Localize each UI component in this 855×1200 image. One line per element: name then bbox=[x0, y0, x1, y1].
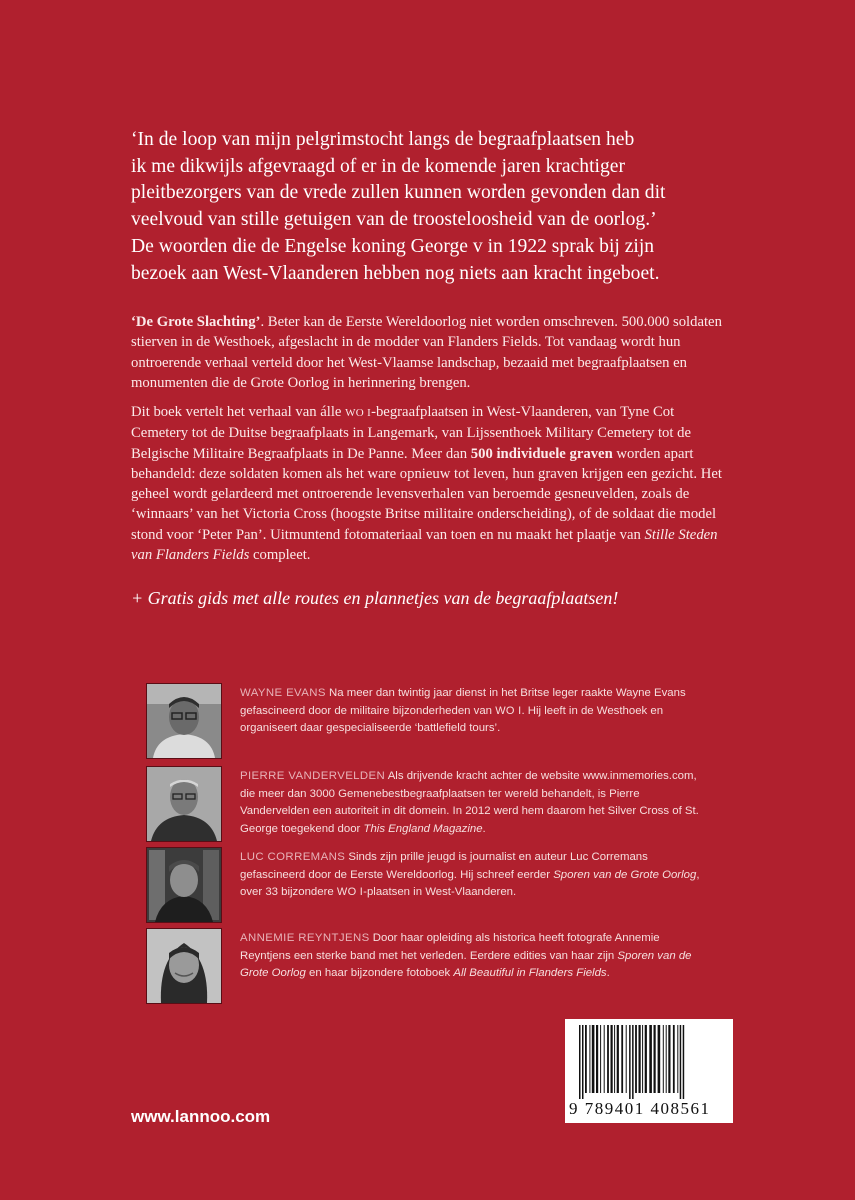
author-photo bbox=[146, 847, 222, 923]
author-name: LUC CORREMANS bbox=[240, 851, 346, 863]
quote-line: bezoek aan West-Vlaanderen hebben nog niets aan kracht ingeboet. bbox=[131, 262, 660, 284]
quote-line: ik me dikwijls afgevraagd of er in de komende jaren krachtiger bbox=[131, 155, 626, 177]
author-bio-segment: Sinds zijn prille jeugd is journalist en auteur Luc Corremans gefascineerd door de Eerste Wereldoorlog. Hij schreef eerder bbox=[240, 851, 648, 881]
description-paragraph bbox=[131, 402, 731, 565]
isbn-barcode bbox=[565, 1019, 733, 1123]
author-bio bbox=[240, 930, 710, 983]
author-bio-segment: Sporen van de Grote Oorlog bbox=[240, 949, 692, 979]
isbn-digits: 9 789401 408561 bbox=[569, 1099, 711, 1118]
quote-line: ‘In de loop van mijn pelgrimstocht langs de begraafplaatsen heb bbox=[131, 129, 635, 150]
author-bio-segment: . bbox=[482, 822, 486, 835]
author-bio-segment: Als drijvende kracht achter de website www.inmemories.com, die meer dan 3000 Gemenebestbegraafplaatsen ter wereld behandelt, is Pierre Vandervelden een autoriteit in dit domein. In 2012 werd hem daarom het Silver Cross of St. George toegekend door bbox=[240, 770, 699, 835]
publisher-website[interactable]: www.lannoo.com bbox=[131, 1107, 271, 1126]
description-italic-title: Stille Steden van Flanders Fields bbox=[131, 526, 718, 564]
quote-line: pleitbezorgers van de vrede zullen kunnen worden gevonden dan dit bbox=[131, 182, 666, 204]
description-bold: 500 individuele graven bbox=[470, 445, 613, 462]
free-guide-note: + Gratis gids met alle routes en plannetjes van de begraafplaatsen! bbox=[131, 588, 619, 608]
author-photo bbox=[146, 683, 222, 759]
author-bio-segment: This England Magazine bbox=[363, 822, 483, 835]
author-photo bbox=[146, 928, 222, 1004]
description-part2: -begraafplaatsen in West-Vlaanderen, van Tyne Cot Cemetery tot de Duitse begraafplaats in Langemark, van Lijssenthoek Military Cemetery tot de Belgische Militaire Begraafplaats in De Panne. Meer dan bbox=[131, 404, 691, 462]
description-part3: worden apart behandeld: deze soldaten komen als het ware opnieuw tot leven, hun graven krijgen een gezicht. Het geheel wordt gelardeerd met ontroerende levensverhalen van beroemde gesneuvelden, zoals de ‘winnaars’ van het Victoria Cross (hoogste Britse militaire onderscheiding), of de soldaat die model stond voor ‘Peter Pan’. Uitmuntend fotomateriaal van toen en nu maakt het plaatje van bbox=[131, 445, 722, 543]
intro-text: . Beter kan de Eerste Wereldoorlog niet worden omschreven. 500.000 soldaten stierven in de Westhoek, afgeslacht in de modder van Flanders Fields. Tot vandaag wordt hun ontroerende verhaal verteld door het West-Vlaamse landschap, bezaaid met begraafplaatsen en monumenten die de Grote Oorlog in herinnering brengen. bbox=[131, 314, 722, 391]
author-bio-segment: Sporen van de Grote Oorlog bbox=[553, 868, 697, 881]
author-bio-segment: . bbox=[606, 967, 610, 979]
author-bio-segment: en haar bijzondere fotoboek bbox=[305, 967, 454, 979]
author-name: PIERRE VANDERVELDEN bbox=[240, 770, 386, 782]
author-name: WAYNE EVANS bbox=[240, 687, 326, 699]
author-bio-segment: All Beautiful in Flanders Fields bbox=[453, 967, 607, 979]
author-bio-segment: WO I bbox=[495, 704, 522, 717]
author-bio-segment: Na meer dan twintig jaar dienst in het Britse leger raakte Wayne Evans gefascineerd door de militaire bijzonderheden van bbox=[240, 687, 686, 717]
quote-line: De woorden die de Engelse koning George v in 1922 sprak bij zijn bbox=[131, 235, 655, 257]
author-bio-segment: -plaatsen in West-Vlaanderen. bbox=[363, 886, 517, 898]
author-photo bbox=[146, 766, 222, 842]
author-bio-segment: Door haar opleiding als historica heeft fotografe Annemie Reyntjens een sterke band met het verleden. Eerdere edities van haar zijn bbox=[240, 932, 660, 962]
author-bio-segment: WO I bbox=[336, 886, 364, 898]
author-bio-segment: . Hij leeft in de Westhoek en organiseert daar gespecialiseerde ‘battlefield tours’. bbox=[240, 704, 664, 734]
author-bio bbox=[240, 768, 710, 838]
back-cover-quote bbox=[131, 127, 731, 287]
description-part1: Dit boek vertelt het verhaal van álle bbox=[131, 404, 346, 420]
author-bio-segment: , over 33 bijzondere bbox=[240, 868, 700, 898]
quote-line: veelvoud van stille getuigen van de troosteloosheid van de oorlog.’ bbox=[131, 209, 657, 231]
author-bio bbox=[240, 849, 710, 902]
author-name: ANNEMIE REYNTJENS bbox=[240, 932, 370, 944]
description-wo: WO I bbox=[345, 407, 372, 419]
intro-bold-title: ‘De Grote Slachting’ bbox=[131, 314, 261, 330]
intro-paragraph bbox=[131, 312, 731, 393]
description-part4: compleet. bbox=[249, 547, 311, 564]
author-bio bbox=[240, 685, 710, 738]
